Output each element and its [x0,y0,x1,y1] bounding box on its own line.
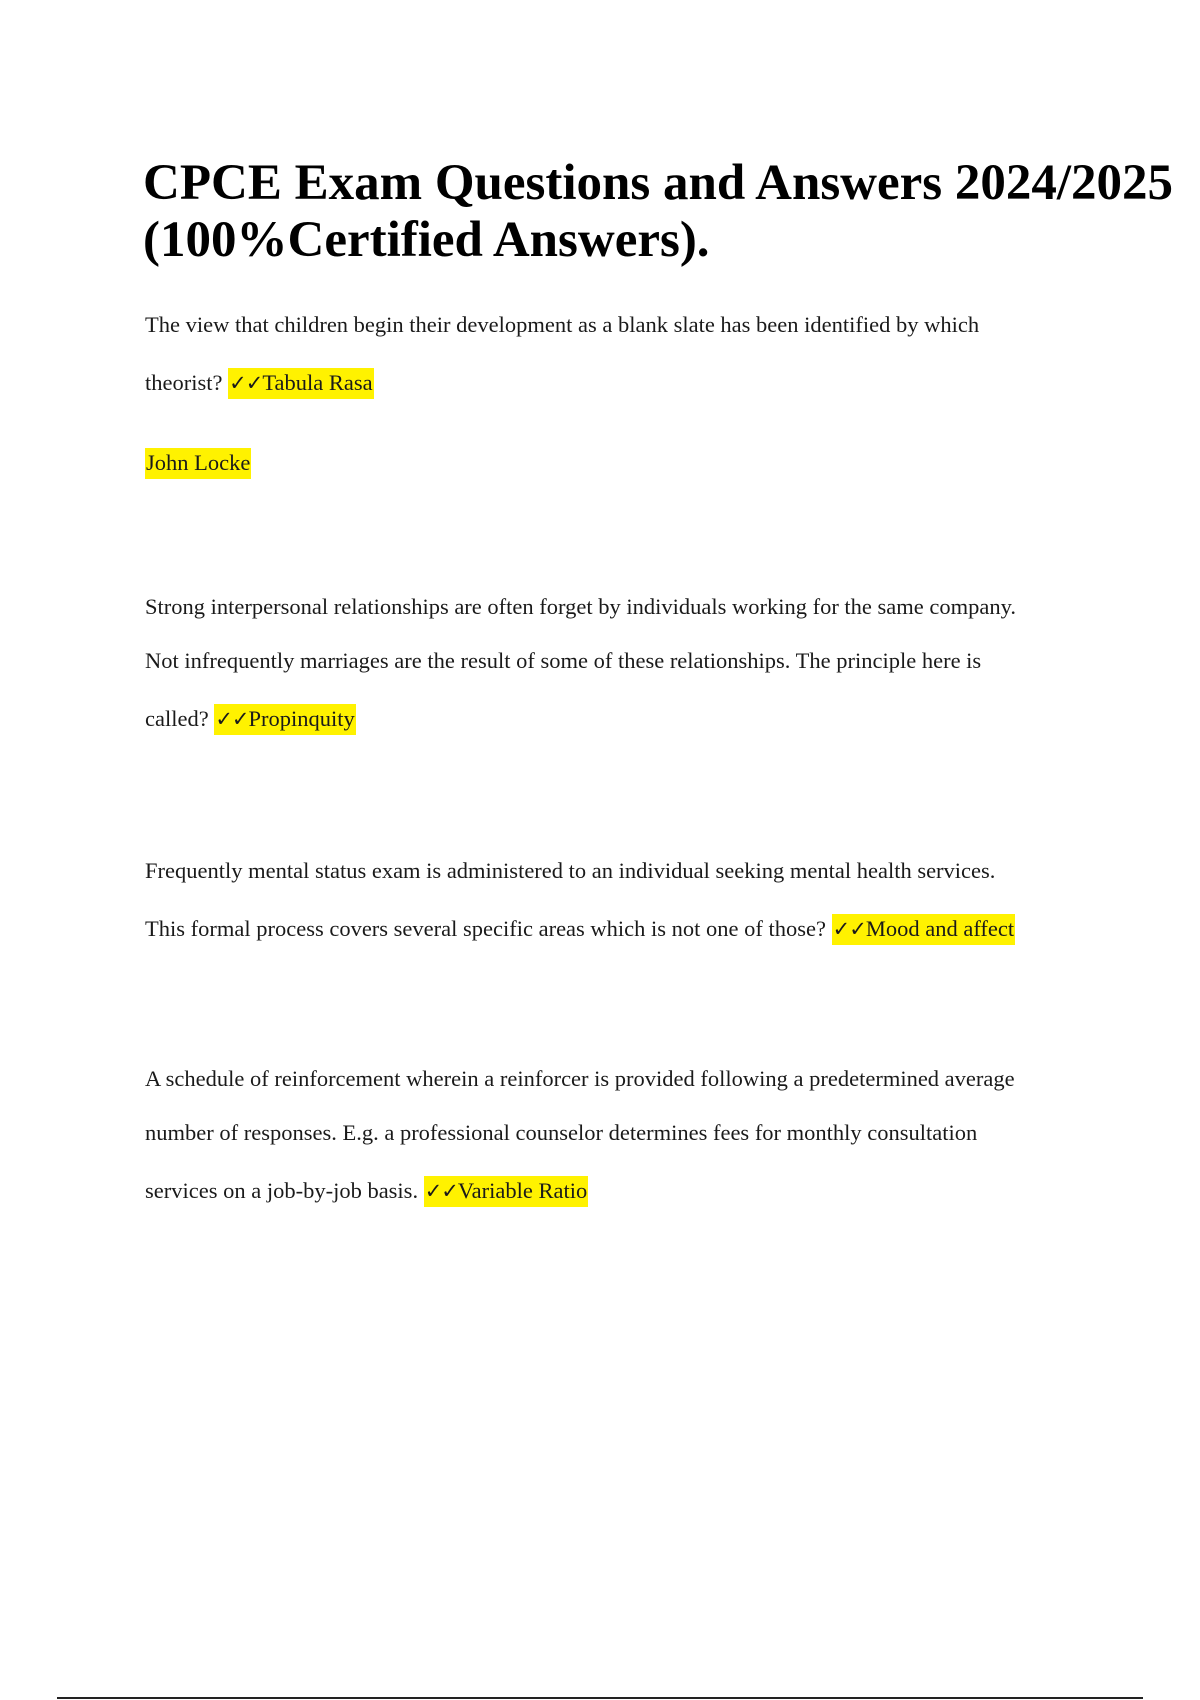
extra-answer-highlight-1 [145,448,251,479]
question-block-2 [145,578,1095,748]
question-block-4 [145,1050,1095,1220]
answer-highlight-2 [214,704,355,735]
question-2-line-1: Strong interpersonal relationships are often forget by individuals working for the same company. [145,594,1017,619]
question-2-line-3 [145,690,1095,748]
answer-highlight-4 [424,1176,589,1207]
answer-1: Tabula Rasa [262,370,373,395]
answer-3: Mood and affect [865,916,1015,941]
answer-4: Variable Ratio [457,1178,588,1203]
question-1-line-1: The view that children begin their development as a blank slate has been identified by which [145,312,980,337]
question-3-line-2-text: This formal process covers several specific areas which is not one of those? [145,916,827,941]
question-1-line-2-text: theorist? [145,370,223,395]
question-1-line-2 [145,354,1095,412]
question-block-3 [145,842,1095,958]
page-title [143,155,1193,269]
question-4-line-2: number of responses. E.g. a professional counselor determines fees for monthly consultation [145,1120,978,1145]
extra-answer-1: John Locke [146,450,251,475]
double-check-icon: ✓✓ [215,707,249,731]
question-4-line-3 [145,1162,1095,1220]
question-4-line-3-text: services on a job-by-job basis. [145,1178,419,1203]
extra-answer-block-1 [145,448,251,478]
answer-highlight-3 [832,914,1016,945]
double-check-icon: ✓✓ [229,371,263,395]
answer-highlight-1 [228,368,373,399]
answer-2: Propinquity [248,706,355,731]
question-block-1 [145,296,1095,412]
footer-divider [57,1697,1143,1699]
question-2-line-3-text: called? [145,706,209,731]
question-3-line-2 [145,900,1095,958]
title-line-1: CPCE Exam Questions and Answers 2024/2025 [143,155,1174,211]
question-3-line-1: Frequently mental status exam is administered to an individual seeking mental health services. [145,858,996,883]
title-line-2: (100%Certified Answers). [143,212,710,268]
double-check-icon: ✓✓ [832,917,866,941]
question-2-line-2: Not infrequently marriages are the result of some of these relationships. The principle here is [145,648,982,673]
double-check-icon: ✓✓ [424,1179,458,1203]
question-4-line-1: A schedule of reinforcement wherein a reinforcer is provided following a predetermined average [145,1066,1015,1091]
